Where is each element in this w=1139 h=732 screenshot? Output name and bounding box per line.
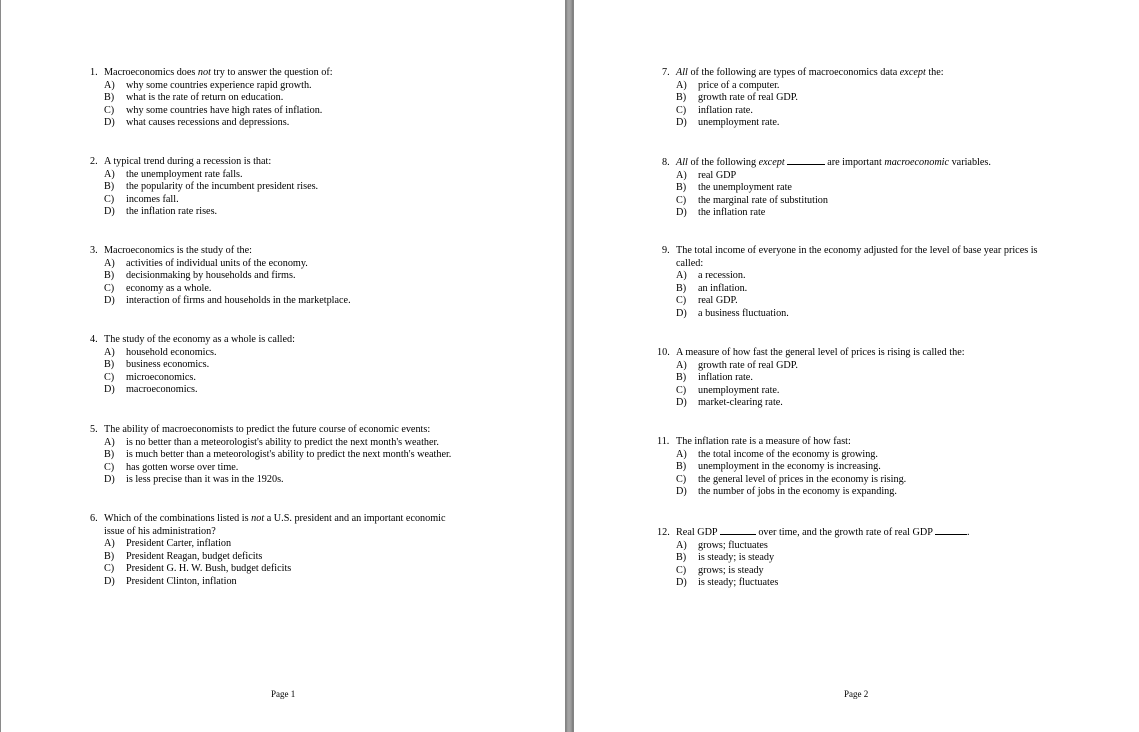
option-letter: A) xyxy=(676,79,687,91)
option-letter: A) xyxy=(104,168,115,180)
question-11 xyxy=(657,436,906,499)
answer-option-a xyxy=(662,80,944,93)
option-text: has gotten worse over time. xyxy=(126,461,239,473)
option-letter: A) xyxy=(676,359,687,371)
answer-option-c xyxy=(657,565,970,578)
question-stem xyxy=(90,513,446,526)
option-letter: B) xyxy=(676,461,687,473)
option-letter: A) xyxy=(104,346,115,358)
answer-option-a xyxy=(90,169,318,182)
stem-text: Macroeconomics does xyxy=(104,67,198,78)
option-text: the inflation rate xyxy=(698,207,766,219)
option-text: why some countries have high rates of inflation. xyxy=(126,104,323,116)
question-number: 1. xyxy=(90,67,98,78)
answer-option-d xyxy=(90,576,446,589)
question-10 xyxy=(657,347,965,410)
option-text: the unemployment rate falls. xyxy=(126,168,243,180)
option-letter: D) xyxy=(676,117,687,129)
answer-option-d xyxy=(662,308,1038,321)
answer-option-d xyxy=(662,117,944,130)
stem-text: try to answer the question of: xyxy=(210,67,333,78)
option-text: decisionmaking by households and firms. xyxy=(126,270,296,282)
option-letter: B) xyxy=(676,182,687,194)
option-text: is no better than a meteorologist's ability to predict the next month's weather. xyxy=(126,436,439,448)
option-letter: C) xyxy=(676,295,687,307)
answer-option-a xyxy=(657,360,965,373)
option-text: household economics. xyxy=(126,346,217,358)
option-letter: B) xyxy=(104,92,115,104)
answer-option-d xyxy=(657,577,970,590)
stem-continuation: issue of his administration? xyxy=(104,525,216,537)
option-letter: B) xyxy=(104,181,115,193)
question-number: 5. xyxy=(90,424,98,435)
question-stem xyxy=(90,424,451,437)
stem-text: over time, and the growth rate of real GDP xyxy=(755,527,936,538)
option-text: inflation rate. xyxy=(698,104,753,116)
question-4 xyxy=(90,334,295,397)
option-text: the marginal rate of substitution xyxy=(698,194,828,206)
option-text: economy as a whole. xyxy=(126,282,212,294)
stem-text: of the following are types of macroeconomics data xyxy=(687,67,900,78)
question-2 xyxy=(90,156,318,219)
answer-option-c xyxy=(662,295,1038,308)
answer-option-d xyxy=(90,117,333,130)
stem-emphasis: macroeconomic xyxy=(884,157,950,168)
answer-option-b xyxy=(90,181,318,194)
question-number: 6. xyxy=(90,513,98,524)
option-letter: A) xyxy=(104,538,115,550)
stem-text: A typical trend during a recession is that: xyxy=(104,156,272,167)
stem-text: are important xyxy=(824,157,885,168)
question-number: 11. xyxy=(657,436,670,447)
option-text: real GDP. xyxy=(698,295,738,307)
document-page-2 xyxy=(574,0,1139,732)
option-letter: A) xyxy=(676,169,687,181)
question-stem xyxy=(657,436,906,449)
answer-option-a xyxy=(90,538,446,551)
answer-option-c xyxy=(662,195,991,208)
question-stem xyxy=(90,245,351,258)
answer-option-b xyxy=(90,449,451,462)
option-text: unemployment rate. xyxy=(698,384,780,396)
stem-text: of the following xyxy=(687,157,759,168)
answer-option-a xyxy=(662,170,991,183)
option-letter: C) xyxy=(676,564,687,576)
option-letter: B) xyxy=(676,282,687,294)
option-text: a business fluctuation. xyxy=(698,307,789,319)
stem-text: A measure of how fast the general level of prices is rising is called the: xyxy=(676,347,965,358)
option-letter: B) xyxy=(104,449,115,461)
answer-option-b xyxy=(662,92,944,105)
option-text: market-clearing rate. xyxy=(698,397,783,409)
option-letter: D) xyxy=(676,486,687,498)
question-stem xyxy=(662,245,1038,258)
option-letter: C) xyxy=(104,461,115,473)
option-letter: D) xyxy=(104,206,115,218)
option-letter: C) xyxy=(104,193,115,205)
option-text: is much better than a meteorologist's ability to predict the next month's weather. xyxy=(126,449,452,461)
option-text: President G. H. W. Bush, budget deficits xyxy=(126,563,292,575)
option-text: incomes fall. xyxy=(126,193,179,205)
answer-option-b xyxy=(90,551,446,564)
answer-option-b xyxy=(90,359,295,372)
option-text: is steady; fluctuates xyxy=(698,577,779,589)
question-stem xyxy=(662,67,944,80)
option-text: the general level of prices in the economy is rising. xyxy=(698,473,907,485)
answer-option-a xyxy=(662,270,1038,283)
answer-option-c xyxy=(90,563,446,576)
answer-blank xyxy=(720,526,756,535)
option-letter: C) xyxy=(676,104,687,116)
answer-option-c xyxy=(90,462,451,475)
option-text: microeconomics. xyxy=(126,371,196,383)
option-text: unemployment in the economy is increasing. xyxy=(698,461,881,473)
stem-text: The ability of macroeconomists to predict the future course of economic events: xyxy=(104,424,431,435)
answer-option-d xyxy=(657,397,965,410)
stem-text: The study of the economy as a whole is called: xyxy=(104,334,295,345)
question-number: 7. xyxy=(662,67,670,78)
option-text: the total income of the economy is growing. xyxy=(698,448,878,460)
option-text: business economics. xyxy=(126,359,210,371)
option-letter: B) xyxy=(676,552,687,564)
question-12 xyxy=(657,526,970,590)
stem-emphasis: not xyxy=(197,67,211,78)
stem-text: The inflation rate is a measure of how fast: xyxy=(676,436,851,447)
answer-option-c xyxy=(90,283,351,296)
question-stem xyxy=(657,526,970,540)
question-stem xyxy=(90,156,318,169)
option-letter: B) xyxy=(104,550,115,562)
answer-option-c xyxy=(90,372,295,385)
answer-option-b xyxy=(90,92,333,105)
answer-blank xyxy=(787,156,825,165)
stem-text: Macroeconomics is the study of the: xyxy=(104,245,252,256)
answer-option-d xyxy=(90,474,451,487)
question-5 xyxy=(90,424,451,487)
answer-option-c xyxy=(657,474,906,487)
document-page-1 xyxy=(0,0,565,732)
question-number: 2. xyxy=(90,156,98,167)
question-number: 12. xyxy=(657,527,670,538)
stem-continuation: called: xyxy=(676,257,704,269)
answer-option-a xyxy=(90,258,351,271)
option-letter: B) xyxy=(676,92,687,104)
option-text: what causes recessions and depressions. xyxy=(126,117,290,129)
option-letter: D) xyxy=(676,397,687,409)
option-text: activities of individual units of the economy. xyxy=(126,257,308,269)
option-letter: C) xyxy=(676,384,687,396)
question-number: 3. xyxy=(90,245,98,256)
option-text: inflation rate. xyxy=(698,372,753,384)
answer-option-d xyxy=(657,486,906,499)
answer-blank xyxy=(935,526,967,535)
option-letter: D) xyxy=(676,207,687,219)
page-number: Page 1 xyxy=(271,689,296,699)
option-text: the inflation rate rises. xyxy=(126,206,218,218)
option-text: the unemployment rate xyxy=(698,182,792,194)
question-stem xyxy=(90,67,333,80)
option-text: the popularity of the incumbent president rises. xyxy=(126,181,319,193)
answer-option-a xyxy=(657,540,970,553)
answer-option-c xyxy=(90,105,333,118)
stem-text: The total income of everyone in the economy adjusted for the level of base year prices is xyxy=(676,245,1038,256)
stem-emphasis: All xyxy=(676,67,688,78)
option-text: a recession. xyxy=(698,270,746,282)
option-text: grows; is steady xyxy=(698,564,764,576)
option-text: macroeconomics. xyxy=(126,384,198,396)
answer-option-b xyxy=(657,372,965,385)
question-1 xyxy=(90,67,333,130)
stem-emphasis: except xyxy=(899,67,926,78)
option-letter: D) xyxy=(104,295,115,307)
question-8 xyxy=(662,156,991,220)
option-letter: A) xyxy=(676,539,687,551)
option-letter: C) xyxy=(104,282,115,294)
option-letter: A) xyxy=(676,448,687,460)
answer-option-d xyxy=(662,207,991,220)
option-text: growth rate of real GDP. xyxy=(698,359,798,371)
option-text: real GDP xyxy=(698,169,737,181)
question-number: 4. xyxy=(90,334,98,345)
question-stem xyxy=(657,347,965,360)
option-letter: D) xyxy=(104,474,115,486)
question-number: 10. xyxy=(657,347,670,358)
question-6 xyxy=(90,513,446,589)
option-letter: C) xyxy=(104,563,115,575)
option-text: President Reagan, budget deficits xyxy=(126,550,263,562)
stem-text: Which of the combinations listed is xyxy=(104,513,252,524)
question-number: 8. xyxy=(662,157,670,168)
stem-emphasis: not xyxy=(251,513,265,524)
answer-option-b xyxy=(662,182,991,195)
question-9 xyxy=(662,245,1038,321)
option-text: is less precise than it was in the 1920s. xyxy=(126,474,284,486)
option-letter: D) xyxy=(676,307,687,319)
option-letter: B) xyxy=(104,270,115,282)
question-number: 9. xyxy=(662,245,670,256)
option-text: unemployment rate. xyxy=(698,117,780,129)
option-letter: B) xyxy=(104,359,115,371)
option-letter: B) xyxy=(676,372,687,384)
answer-option-a xyxy=(657,449,906,462)
option-letter: D) xyxy=(104,575,115,587)
option-letter: A) xyxy=(104,257,115,269)
stem-emphasis: except xyxy=(758,157,785,168)
option-text: why some countries experience rapid growth. xyxy=(126,79,312,91)
option-letter: A) xyxy=(104,79,115,91)
option-text: is steady; is steady xyxy=(698,552,775,564)
option-text: President Carter, inflation xyxy=(126,538,232,550)
answer-option-c xyxy=(662,105,944,118)
option-text: grows; fluctuates xyxy=(698,539,768,551)
answer-option-c xyxy=(657,385,965,398)
answer-option-a xyxy=(90,437,451,450)
stem-text: variables. xyxy=(949,157,991,168)
option-text: price of a computer. xyxy=(698,79,780,91)
question-7 xyxy=(662,67,944,130)
question-stem xyxy=(662,156,991,170)
option-letter: A) xyxy=(104,436,115,448)
option-letter: C) xyxy=(676,194,687,206)
answer-option-a xyxy=(90,347,295,360)
option-letter: C) xyxy=(104,104,115,116)
stem-emphasis: All xyxy=(676,157,688,168)
option-text: President Clinton, inflation xyxy=(126,575,237,587)
option-letter: D) xyxy=(104,117,115,129)
option-letter: A) xyxy=(676,270,687,282)
option-letter: C) xyxy=(676,473,687,485)
page-number: Page 2 xyxy=(844,689,869,699)
page-divider xyxy=(565,0,574,732)
answer-option-c xyxy=(90,194,318,207)
answer-option-b xyxy=(90,270,351,283)
answer-option-d xyxy=(90,206,318,219)
answer-option-d xyxy=(90,384,295,397)
question-3 xyxy=(90,245,351,308)
answer-option-b xyxy=(657,552,970,565)
stem-text: . xyxy=(967,527,970,538)
option-text: growth rate of real GDP. xyxy=(698,92,798,104)
answer-option-d xyxy=(90,295,351,308)
option-text: interaction of firms and households in the marketplace. xyxy=(126,295,351,307)
option-letter: C) xyxy=(104,371,115,383)
stem-text: Real GDP xyxy=(676,527,720,538)
answer-option-a xyxy=(90,80,333,93)
option-text: the number of jobs in the economy is expanding. xyxy=(698,486,897,498)
question-stem xyxy=(90,334,295,347)
stem-text: a U.S. president and an important economic xyxy=(264,513,446,524)
answer-option-b xyxy=(662,283,1038,296)
option-text: an inflation. xyxy=(698,282,748,294)
option-letter: D) xyxy=(676,577,687,589)
stem-text: the: xyxy=(925,67,944,78)
option-letter: D) xyxy=(104,384,115,396)
option-text: what is the rate of return on education. xyxy=(126,92,284,104)
answer-option-b xyxy=(657,461,906,474)
